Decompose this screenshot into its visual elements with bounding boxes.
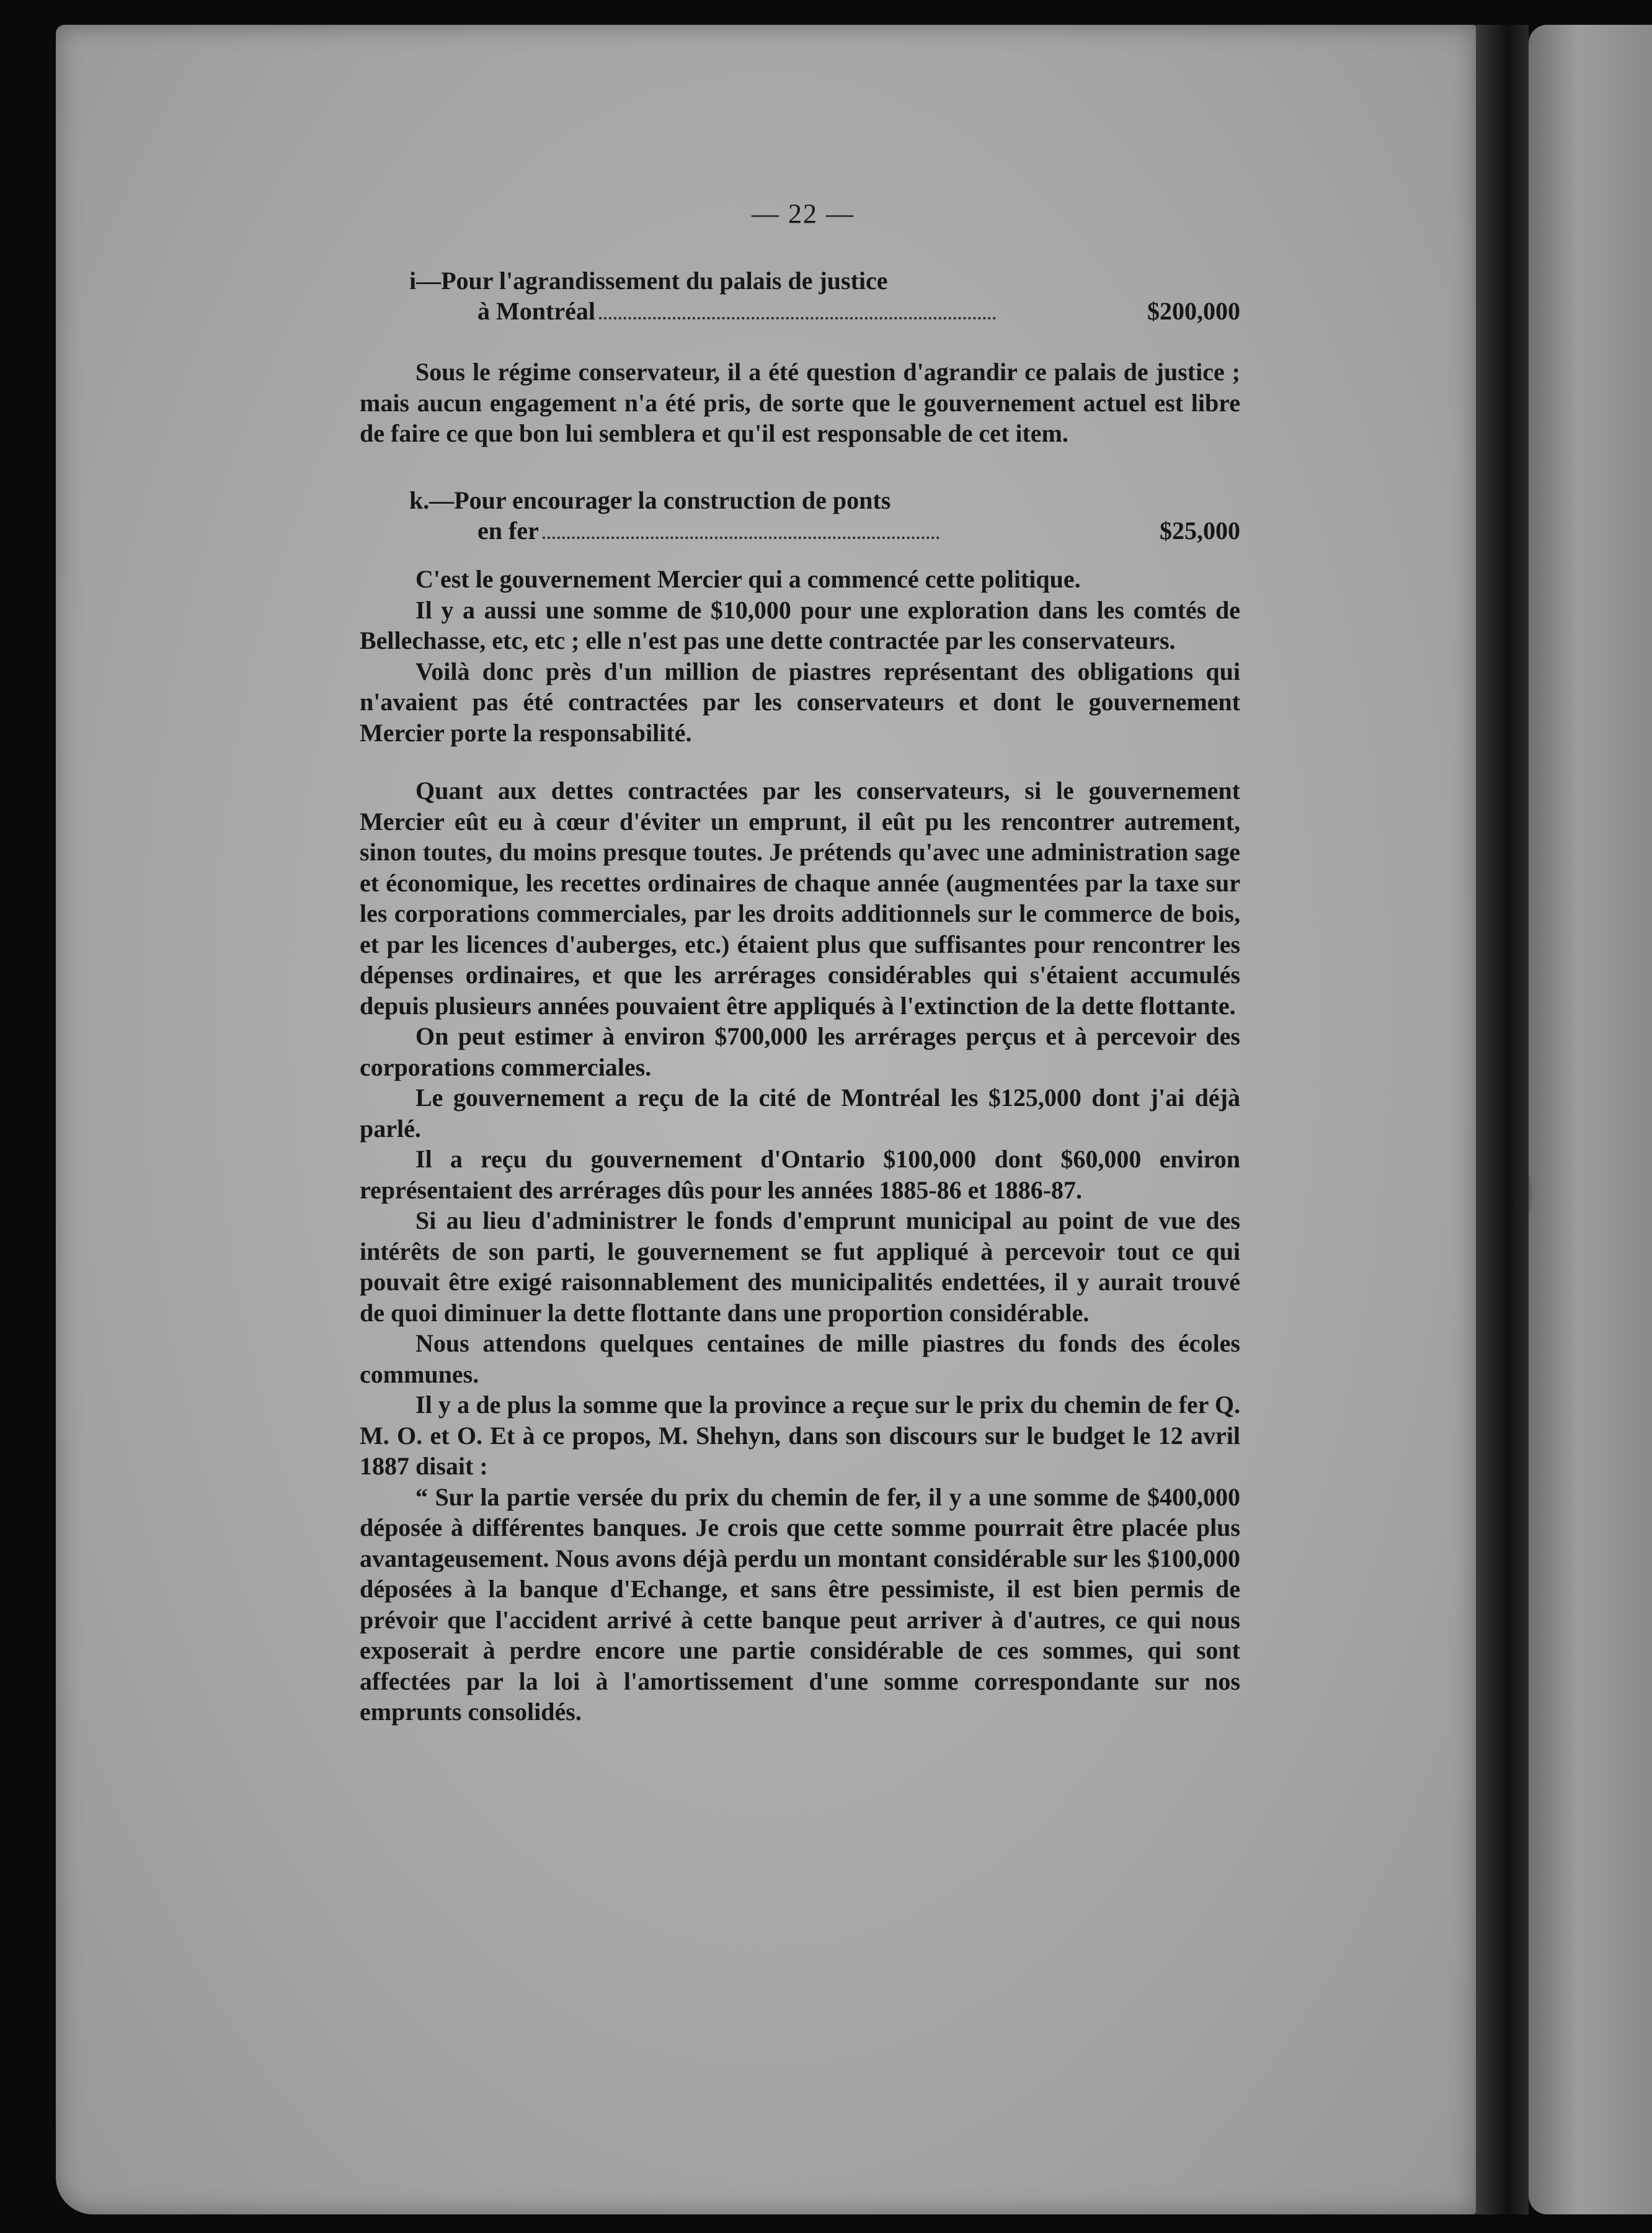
paragraph: Il y a de plus la somme que la province a reçue sur le prix du chemin de fer Q. M. O. et O. Et à ce propos, M. Shehyn, dans son discours sur le budget le 12 avril 1887 disait : (360, 1391, 1240, 1480)
paragraph: C'est le gouvernement Mercier qui a commencé cette politique. (415, 565, 1081, 593)
item-continuation-line (477, 296, 1240, 327)
page-text (360, 186, 1240, 1727)
paragraph: Quant aux dettes contractées par les conservateurs, si le gouvernement Mercier eût eu à cœur d'éviter un emprunt, il eût pu les rencontrer autrement, sinon toutes, du moins presque toutes. Je prétends qu'avec une administration sage et économique, les recettes ordinaires de chaque année (augmentées par la taxe sur les corporations commerciales, par les droits additionnels sur le commerce de bois, et par les licences d'auberges, etc.) étaient plus que suffisantes pour rencontrer les dépenses ordinaires, et que les arrérages considérables qui s'étaient accumulés depuis plusieurs années pouvaient être appliqués à l'extinction de la dette flottante. (360, 777, 1240, 1020)
item-continuation: à Montréal (477, 297, 595, 325)
item-title: k.—Pour encourager la construction de ponts (409, 486, 891, 514)
paragraph: Il a reçu du gouvernement d'Ontario $100,000 dont $60,000 environ représentaient des arrérages dûs pour les années 1885-86 et 1886-87. (360, 1145, 1240, 1204)
budget-item-i (360, 265, 1240, 328)
item-title: i—Pour l'agrandissement du palais de justice (409, 266, 888, 295)
paragraph: Nous attendons quelques centaines de mille piastres du fonds des écoles communes. (360, 1329, 1240, 1388)
item-title-line (409, 265, 1240, 296)
book-gutter (1476, 25, 1529, 2214)
item-amount: $25,000 (1160, 517, 1240, 545)
quotation-paragraph: “ Sur la partie versée du prix du chemin de fer, il y a une somme de $400,000 déposée à différentes banques. Je crois que cette somme pourrait être placée plus avantageusement. Nous avons déjà perdu un montant considérable sur les $100,000 déposées à la banque d'Echange, et sans être pessimiste, il est bien permis de prévoir que l'accident arrivé à cette banque peut arriver à d'autres, ce qui nous exposerait à perdre encore une partie considérable de ces sommes, qui sont affectées par la loi à l'amortissement d'une somme correspondante sur nos emprunts consolidés. (360, 1482, 1240, 1726)
paragraph: Il y a aussi une somme de $10,000 pour une exploration dans les comtés de Bellechasse, etc, etc ; elle n'est pas une dette contractée par les conservateurs. (360, 595, 1240, 654)
facing-page-edge (1529, 25, 1652, 2214)
dot-leader (543, 537, 939, 539)
page-number: — 22 — (752, 198, 855, 229)
paper-stain (1513, 1166, 1532, 1222)
paragraph: Le gouvernement a reçu de la cité de Montréal les $125,000 dont j'ai déjà parlé. (360, 1084, 1240, 1143)
paragraph: Sous le régime conservateur, il a été question d'agrandir ce palais de justice ; mais aucun engagement n'a été pris, de sorte que le gouvernement actuel est libre de faire ce que bon lui semblera et qu'il est responsable de cet item. (360, 358, 1240, 447)
paragraph: On peut estimer à environ $700,000 les arrérages perçus et à percevoir des corporations commerciales. (360, 1022, 1240, 1081)
dot-leader (599, 317, 996, 319)
item-continuation: en fer (477, 517, 539, 545)
budget-item-k (360, 485, 1240, 547)
section-gap (360, 748, 1240, 775)
item-continuation-line (477, 515, 1240, 546)
item-amount: $200,000 (1147, 297, 1240, 325)
paragraph: Si au lieu d'administrer le fonds d'emprunt municipal au point de vue des intérêts de son parti, le gouvernement se fut appliqué à percevoir tout ce qui pouvait être exigé raisonnablement des municipalités endettées, il y aurait trouvé de quoi diminuer la dette flottante dans une proportion considérable. (360, 1206, 1240, 1327)
item-title-line (409, 485, 1240, 516)
paragraph: Voilà donc près d'un million de piastres représentant des obligations qui n'avaient pas été contractées par les conservateurs et dont le gouvernement Mercier porte la responsabilité. (360, 657, 1240, 747)
